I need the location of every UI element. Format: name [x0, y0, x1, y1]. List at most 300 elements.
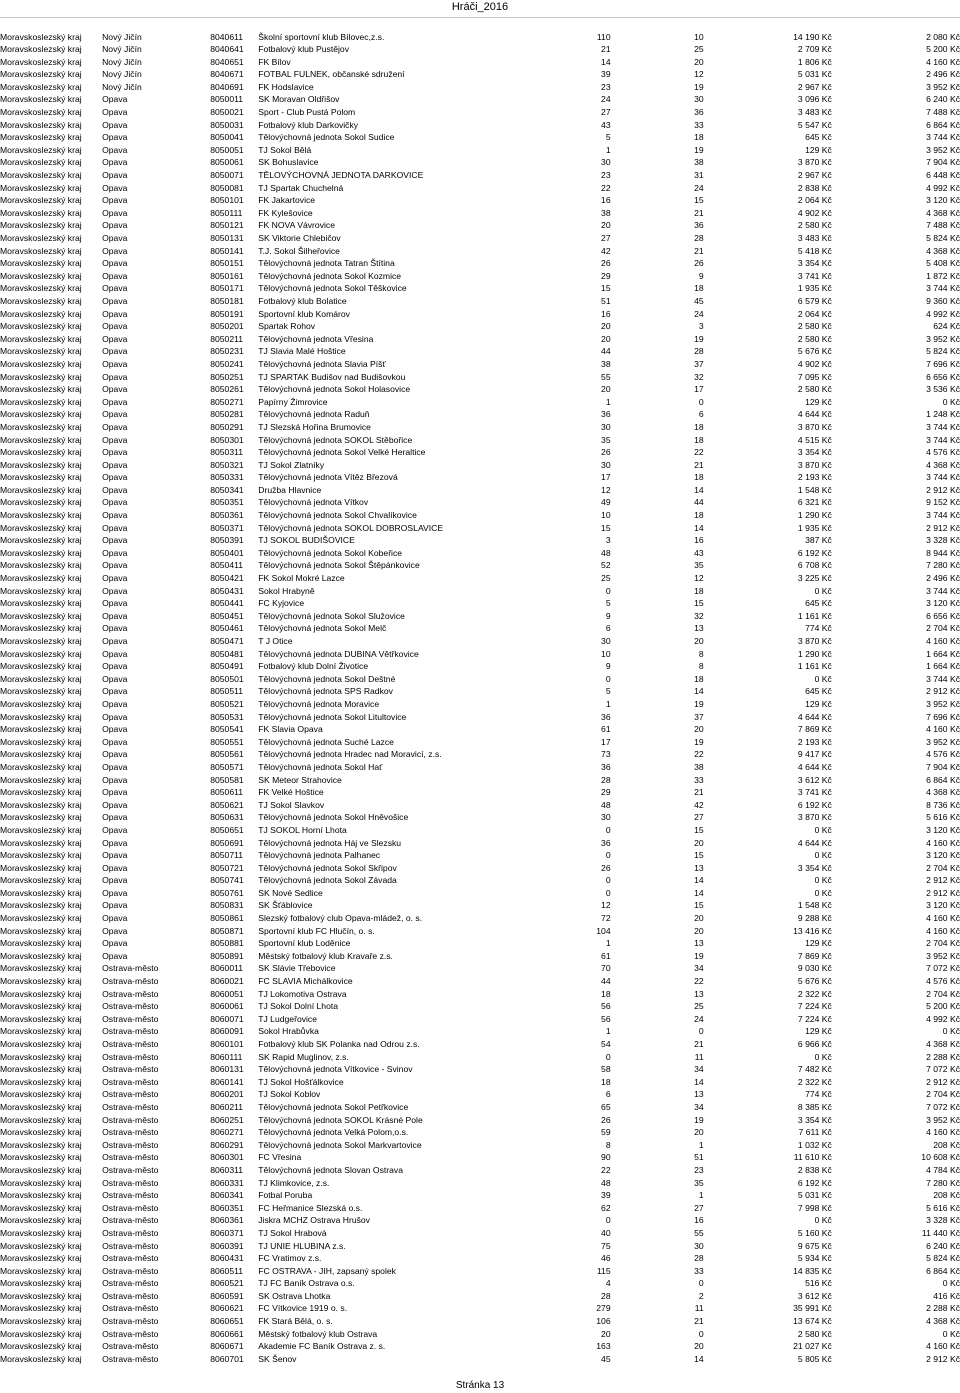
table-row [0, 849, 960, 862]
district-cell: Opava [102, 850, 128, 861]
club-code-cell: 8050511 [210, 686, 244, 697]
count-b-cell: 14 [694, 875, 704, 886]
count-a-cell: 10 [601, 648, 611, 659]
club-name-cell: TJ SPARTAK Budišov nad Budišovkou [258, 371, 406, 382]
amount-a-cell: 6 966 Kč [797, 1039, 832, 1049]
region-cell: Moravskoslezský kraj [0, 598, 82, 609]
district-cell: Opava [102, 648, 128, 659]
district-cell: Opava [102, 182, 128, 193]
club-code-cell: 8050761 [210, 887, 244, 898]
club-code-cell: 8050251 [210, 371, 244, 382]
district-cell: Opava [102, 812, 128, 823]
club-name-cell: Tělovýchovná jednota Sokol Velké Heraltice [258, 447, 426, 458]
district-cell: Opava [102, 736, 128, 747]
table-row [0, 1277, 960, 1290]
district-cell: Opava [102, 535, 128, 546]
table-row [0, 1189, 960, 1202]
club-code-cell: 8050021 [210, 107, 244, 118]
amount-b-cell: 6 656 Kč [926, 610, 960, 621]
amount-b-cell: 4 576 Kč [926, 749, 960, 760]
club-name-cell: Sokol Hrabyně [258, 585, 315, 596]
table-row [0, 874, 960, 887]
count-b-cell: 26 [694, 258, 704, 269]
district-cell: Ostrava-město [102, 1341, 159, 1352]
table-row [0, 1164, 960, 1177]
club-name-cell: Tělovýchovná jednota Sokol Chvalíkovice [258, 510, 417, 521]
count-a-cell: 54 [601, 1039, 611, 1049]
amount-b-cell: 6 656 Kč [926, 371, 960, 382]
region-cell: Moravskoslezský kraj [0, 409, 82, 420]
amount-b-cell: 3 744 Kč [926, 472, 960, 483]
club-name-cell: Jiskra MCHZ Ostrava Hrušov [258, 1215, 370, 1226]
amount-a-cell: 2 580 Kč [797, 220, 832, 231]
table-row [0, 1025, 960, 1038]
count-a-cell: 62 [601, 1202, 611, 1213]
club-name-cell: FC OSTRAVA - JIH, zapsaný spolek [258, 1265, 396, 1276]
amount-a-cell: 7 998 Kč [797, 1202, 832, 1213]
club-code-cell: 8060051 [210, 988, 244, 999]
count-a-cell: 26 [601, 862, 611, 873]
count-b-cell: 22 [694, 976, 704, 987]
count-b-cell: 32 [694, 610, 704, 621]
count-a-cell: 1 [605, 698, 611, 709]
district-cell: Ostrava-město [102, 1278, 159, 1289]
table-row [0, 761, 960, 774]
district-cell: Nový Jičín [102, 69, 142, 80]
count-a-cell: 6 [605, 1089, 611, 1100]
district-cell: Opava [102, 170, 128, 181]
count-b-cell: 12 [694, 69, 704, 80]
amount-a-cell: 4 644 Kč [797, 409, 832, 420]
table-row [0, 925, 960, 938]
region-cell: Moravskoslezský kraj [0, 799, 82, 810]
club-name-cell: TJ SOKOL Horní Lhota [258, 824, 347, 835]
count-b-cell: 55 [694, 1227, 704, 1238]
region-cell: Moravskoslezský kraj [0, 661, 82, 672]
count-a-cell: 38 [601, 358, 611, 369]
amount-b-cell: 208 Kč [933, 1190, 960, 1201]
count-b-cell: 16 [694, 1215, 704, 1226]
amount-b-cell: 3 744 Kč [926, 132, 960, 143]
amount-b-cell: 2 912 Kč [926, 484, 960, 495]
count-a-cell: 0 [605, 887, 611, 898]
count-a-cell: 49 [601, 497, 611, 508]
region-cell: Moravskoslezský kraj [0, 862, 82, 873]
count-b-cell: 21 [694, 245, 704, 256]
district-cell: Opava [102, 270, 128, 281]
district-cell: Ostrava-město [102, 963, 159, 974]
table-row [0, 270, 960, 283]
table-row [0, 156, 960, 169]
count-a-cell: 18 [601, 988, 611, 999]
region-cell: Moravskoslezský kraj [0, 673, 82, 684]
amount-a-cell: 2 580 Kč [797, 384, 832, 395]
region-cell: Moravskoslezský kraj [0, 358, 82, 369]
count-b-cell: 15 [694, 850, 704, 861]
region-cell: Moravskoslezský kraj [0, 31, 82, 42]
region-cell: Moravskoslezský kraj [0, 736, 82, 747]
district-cell: Opava [102, 459, 128, 470]
region-cell: Moravskoslezský kraj [0, 384, 82, 395]
amount-a-cell: 3 870 Kč [797, 421, 832, 432]
region-cell: Moravskoslezský kraj [0, 610, 82, 621]
amount-a-cell: 9 417 Kč [797, 749, 832, 760]
region-cell: Moravskoslezský kraj [0, 887, 82, 898]
table-row [0, 484, 960, 497]
table-row [0, 1101, 960, 1114]
club-code-cell: 8060101 [210, 1039, 244, 1049]
club-name-cell: Tělovýchovná jednota Sokol Závada [258, 875, 397, 886]
district-cell: Opava [102, 799, 128, 810]
club-name-cell: Tělovýchovná jednota Sokol Štěpánkovice [258, 560, 420, 571]
region-cell: Moravskoslezský kraj [0, 522, 82, 533]
region-cell: Moravskoslezský kraj [0, 547, 82, 558]
count-a-cell: 23 [601, 81, 611, 92]
table-row [0, 434, 960, 447]
count-a-cell: 75 [601, 1240, 611, 1251]
count-b-cell: 14 [694, 887, 704, 898]
count-b-cell: 20 [694, 724, 704, 735]
count-a-cell: 35 [601, 434, 611, 445]
district-cell: Opava [102, 686, 128, 697]
club-name-cell: Fotbalový klub SK Polanka nad Odrou z.s. [258, 1039, 420, 1049]
club-name-cell: SK Nové Sedlice [258, 887, 323, 898]
table-row [0, 345, 960, 358]
club-code-cell: 8060141 [210, 1076, 244, 1087]
count-a-cell: 90 [601, 1152, 611, 1163]
club-name-cell: FC Heřmanice Slezská o.s. [258, 1202, 363, 1213]
club-name-cell: Slezský fotbalový club Opava-mládež, o. s. [258, 913, 423, 924]
club-name-cell: FK Jakartovice [258, 195, 316, 206]
count-a-cell: 48 [601, 547, 611, 558]
amount-a-cell: 0 Kč [814, 850, 832, 861]
district-cell: Ostrava-město [102, 976, 159, 987]
region-cell: Moravskoslezský kraj [0, 950, 82, 961]
amount-a-cell: 1 032 Kč [797, 1139, 832, 1150]
club-code-cell: 8060011 [210, 963, 244, 974]
count-a-cell: 39 [601, 69, 611, 80]
region-cell: Moravskoslezský kraj [0, 44, 82, 55]
club-name-cell: Tělovýchovná jednota SOKOL DOBROSLAVICE [258, 522, 444, 533]
club-name-cell: TJ SOKOL BUDIŠOVICE [258, 535, 355, 546]
amount-b-cell: 208 Kč [933, 1139, 960, 1150]
club-name-cell: Tělovýchovná jednota SPS Radkov [258, 686, 393, 697]
amount-a-cell: 7 224 Kč [797, 1001, 832, 1012]
amount-a-cell: 387 Kč [805, 535, 832, 546]
amount-b-cell: 5 824 Kč [926, 346, 960, 357]
count-a-cell: 4 [605, 1278, 611, 1289]
club-code-cell: 8060671 [210, 1341, 244, 1352]
region-cell: Moravskoslezský kraj [0, 1076, 82, 1087]
table-row [0, 1240, 960, 1253]
club-name-cell: FK Kylešovice [258, 207, 313, 218]
region-cell: Moravskoslezský kraj [0, 976, 82, 987]
region-cell: Moravskoslezský kraj [0, 245, 82, 256]
club-code-cell: 8060211 [210, 1101, 244, 1112]
region-cell: Moravskoslezský kraj [0, 1026, 82, 1037]
club-name-cell: SK Bohuslavice [258, 157, 319, 168]
club-code-cell: 8050041 [210, 132, 244, 143]
count-a-cell: 5 [605, 686, 611, 697]
club-code-cell: 8050181 [210, 295, 244, 306]
amount-b-cell: 3 120 Kč [926, 824, 960, 835]
count-a-cell: 26 [601, 1114, 611, 1125]
district-cell: Opava [102, 447, 128, 458]
table-row [0, 245, 960, 258]
club-code-cell: 8050231 [210, 346, 244, 357]
club-code-cell: 8050201 [210, 321, 244, 332]
club-code-cell: 8050311 [210, 447, 244, 458]
count-b-cell: 21 [694, 1316, 704, 1327]
amount-b-cell: 2 704 Kč [926, 623, 960, 634]
district-cell: Ostrava-město [102, 1127, 159, 1138]
count-a-cell: 36 [601, 711, 611, 722]
amount-b-cell: 8 736 Kč [926, 799, 960, 810]
count-a-cell: 58 [601, 1064, 611, 1075]
district-cell: Opava [102, 94, 128, 105]
amount-a-cell: 0 Kč [814, 1051, 832, 1062]
region-cell: Moravskoslezský kraj [0, 1240, 82, 1251]
table-row [0, 1051, 960, 1064]
district-cell: Ostrava-město [102, 1064, 159, 1075]
club-code-cell: 8050451 [210, 610, 244, 621]
table-row [0, 43, 960, 56]
club-code-cell: 8050651 [210, 824, 244, 835]
district-cell: Ostrava-město [102, 1026, 159, 1037]
club-code-cell: 8050861 [210, 913, 244, 924]
club-name-cell: Tělovýchovná jednota DUBINA Větřkovice [258, 648, 419, 659]
count-b-cell: 27 [694, 1202, 704, 1213]
district-cell: Opava [102, 346, 128, 357]
club-code-cell: 8050631 [210, 812, 244, 823]
club-name-cell: Tělovýchovná jednota Sokol Skřipov [258, 862, 397, 873]
table-row [0, 1076, 960, 1089]
amount-b-cell: 3 744 Kč [926, 673, 960, 684]
amount-b-cell: 7 696 Kč [926, 711, 960, 722]
amount-a-cell: 1 548 Kč [797, 900, 832, 911]
region-cell: Moravskoslezský kraj [0, 396, 82, 407]
region-cell: Moravskoslezský kraj [0, 459, 82, 470]
amount-a-cell: 3 741 Kč [797, 270, 832, 281]
district-cell: Ostrava-město [102, 1114, 159, 1125]
table-row [0, 786, 960, 799]
club-name-cell: FC SLAVIA Michálkovice [258, 976, 353, 987]
count-b-cell: 13 [694, 988, 704, 999]
amount-a-cell: 2 322 Kč [797, 1076, 832, 1087]
table-row [0, 1177, 960, 1190]
club-code-cell: 8050721 [210, 862, 244, 873]
district-cell: Opava [102, 560, 128, 571]
region-cell: Moravskoslezský kraj [0, 1051, 82, 1062]
district-cell: Opava [102, 837, 128, 848]
amount-b-cell: 4 368 Kč [926, 1039, 960, 1049]
amount-b-cell: 4 992 Kč [926, 1013, 960, 1024]
amount-a-cell: 3 354 Kč [797, 447, 832, 458]
district-cell: Opava [102, 900, 128, 911]
club-name-cell: Tělovýchovná jednota Sokol Služovice [258, 610, 405, 621]
count-a-cell: 10 [601, 510, 611, 521]
count-a-cell: 16 [601, 195, 611, 206]
region-cell: Moravskoslezský kraj [0, 308, 82, 319]
amount-a-cell: 2 838 Kč [797, 1164, 832, 1175]
amount-a-cell: 7 869 Kč [797, 950, 832, 961]
count-a-cell: 30 [601, 636, 611, 646]
club-name-cell: Tělovýchovná jednota Háj ve Slezsku [258, 837, 402, 848]
club-name-cell: Tělovýchovná jednota Sokol Melč [258, 623, 387, 634]
district-cell: Opava [102, 887, 128, 898]
amount-b-cell: 4 160 Kč [926, 1127, 960, 1138]
club-name-cell: T.J. Sokol Šilheřovice [258, 245, 340, 256]
count-b-cell: 15 [694, 824, 704, 835]
club-name-cell: SK Ostrava Lhotka [258, 1290, 331, 1301]
table-row [0, 1227, 960, 1240]
count-b-cell: 28 [694, 1253, 704, 1264]
region-cell: Moravskoslezský kraj [0, 585, 82, 596]
district-cell: Ostrava-město [102, 1101, 159, 1112]
count-a-cell: 29 [601, 787, 611, 798]
table-row [0, 1038, 960, 1051]
region-cell: Moravskoslezský kraj [0, 1353, 82, 1364]
club-code-cell: 8060251 [210, 1114, 244, 1125]
district-cell: Opava [102, 220, 128, 231]
amount-a-cell: 3 354 Kč [797, 258, 832, 269]
table-row [0, 660, 960, 673]
count-a-cell: 12 [601, 900, 611, 911]
district-cell: Ostrava-město [102, 988, 159, 999]
district-cell: Opava [102, 749, 128, 760]
club-name-cell: Sportovní klub FC Hlučín, o. s. [258, 925, 375, 936]
club-code-cell: 8050361 [210, 510, 244, 521]
region-cell: Moravskoslezský kraj [0, 1316, 82, 1327]
amount-a-cell: 2 580 Kč [797, 333, 832, 344]
club-code-cell: 8050461 [210, 623, 244, 634]
region-cell: Moravskoslezský kraj [0, 900, 82, 911]
count-a-cell: 56 [601, 1001, 611, 1012]
table-row [0, 1214, 960, 1227]
count-a-cell: 55 [601, 371, 611, 382]
club-code-cell: 8050711 [210, 850, 244, 861]
table-row [0, 1315, 960, 1328]
amount-a-cell: 1 161 Kč [797, 610, 832, 621]
amount-a-cell: 5 547 Kč [797, 119, 832, 130]
district-cell: Opava [102, 824, 128, 835]
amount-b-cell: 1 664 Kč [926, 661, 960, 672]
club-name-cell: FK Stará Bělá, o. s. [258, 1316, 333, 1327]
district-cell: Ostrava-město [102, 1039, 159, 1049]
district-cell: Opava [102, 711, 128, 722]
table-row [0, 194, 960, 207]
district-cell: Ostrava-město [102, 1190, 159, 1201]
club-name-cell: Spartak Rohov [258, 321, 316, 332]
club-code-cell: 8060511 [210, 1265, 244, 1276]
amount-b-cell: 4 160 Kč [926, 636, 960, 646]
count-b-cell: 18 [694, 510, 704, 521]
club-name-cell: Tělovýchovná jednota Sokol Petřkovice [258, 1101, 409, 1112]
region-cell: Moravskoslezský kraj [0, 1202, 82, 1213]
club-name-cell: FC Vratimov z.s. [258, 1253, 322, 1264]
count-a-cell: 12 [601, 484, 611, 495]
club-name-cell: Tělovýchovná jednota Slovan Ostrava [258, 1164, 403, 1175]
table-row [0, 496, 960, 509]
club-code-cell: 8050121 [210, 220, 244, 231]
amount-a-cell: 9 675 Kč [797, 1240, 832, 1251]
table-row [0, 1265, 960, 1278]
region-cell: Moravskoslezský kraj [0, 963, 82, 974]
club-code-cell: 8060271 [210, 1127, 244, 1138]
club-name-cell: Tělovýchovná jednota Vítěz Březová [258, 472, 398, 483]
amount-b-cell: 3 744 Kč [926, 585, 960, 596]
region-cell: Moravskoslezský kraj [0, 1190, 82, 1201]
club-name-cell: TJ Sokol Bělá [258, 144, 312, 155]
count-a-cell: 163 [596, 1341, 611, 1352]
amount-a-cell: 4 902 Kč [797, 358, 832, 369]
amount-b-cell: 7 072 Kč [926, 963, 960, 974]
club-code-cell: 8050101 [210, 195, 244, 206]
count-a-cell: 27 [601, 233, 611, 243]
count-b-cell: 1 [698, 1139, 704, 1150]
club-name-cell: TJ Sokol Hrabová [258, 1227, 327, 1238]
district-cell: Opava [102, 925, 128, 936]
region-cell: Moravskoslezský kraj [0, 107, 82, 118]
district-cell: Opava [102, 295, 128, 306]
amount-b-cell: 5 824 Kč [926, 1253, 960, 1264]
region-cell: Moravskoslezský kraj [0, 1139, 82, 1150]
district-cell: Opava [102, 522, 128, 533]
table-row [0, 408, 960, 421]
club-code-cell: 8050111 [210, 207, 243, 218]
count-b-cell: 21 [694, 459, 704, 470]
count-a-cell: 30 [601, 812, 611, 823]
amount-a-cell: 4 902 Kč [797, 207, 832, 218]
district-cell: Opava [102, 107, 128, 118]
amount-b-cell: 3 952 Kč [926, 144, 960, 155]
count-b-cell: 13 [694, 862, 704, 873]
amount-b-cell: 5 200 Kč [926, 44, 960, 55]
district-cell: Nový Jičín [102, 31, 142, 42]
club-code-cell: 8050691 [210, 837, 244, 848]
count-a-cell: 3 [605, 535, 611, 546]
table-row [0, 887, 960, 900]
club-code-cell: 8050061 [210, 157, 244, 168]
count-b-cell: 1 [698, 1190, 704, 1201]
district-cell: Opava [102, 157, 128, 168]
club-code-cell: 8060021 [210, 976, 244, 987]
count-a-cell: 29 [601, 270, 611, 281]
count-b-cell: 34 [694, 1064, 704, 1075]
club-name-cell: SK Šenov [258, 1353, 297, 1364]
district-cell: Ostrava-město [102, 1328, 159, 1339]
amount-b-cell: 2 912 Kč [926, 522, 960, 533]
region-cell: Moravskoslezský kraj [0, 484, 82, 495]
count-b-cell: 0 [698, 396, 704, 407]
amount-a-cell: 5 031 Kč [797, 69, 832, 80]
amount-b-cell: 4 160 Kč [926, 1341, 960, 1352]
region-cell: Moravskoslezský kraj [0, 686, 82, 697]
table-row [0, 547, 960, 560]
table-row [0, 282, 960, 295]
count-b-cell: 20 [694, 56, 704, 67]
amount-a-cell: 6 708 Kč [797, 560, 832, 571]
count-b-cell: 10 [694, 31, 704, 42]
region-cell: Moravskoslezský kraj [0, 1152, 82, 1163]
count-b-cell: 34 [694, 1101, 704, 1112]
table-row [0, 673, 960, 686]
amount-b-cell: 6 448 Kč [926, 170, 960, 181]
club-code-cell: 8050211 [210, 333, 244, 344]
club-name-cell: SK Moravan Oldřišov [258, 94, 340, 105]
club-name-cell: Tělovýchovná jednota Sokol Hať [258, 761, 383, 772]
table-row [0, 522, 960, 535]
